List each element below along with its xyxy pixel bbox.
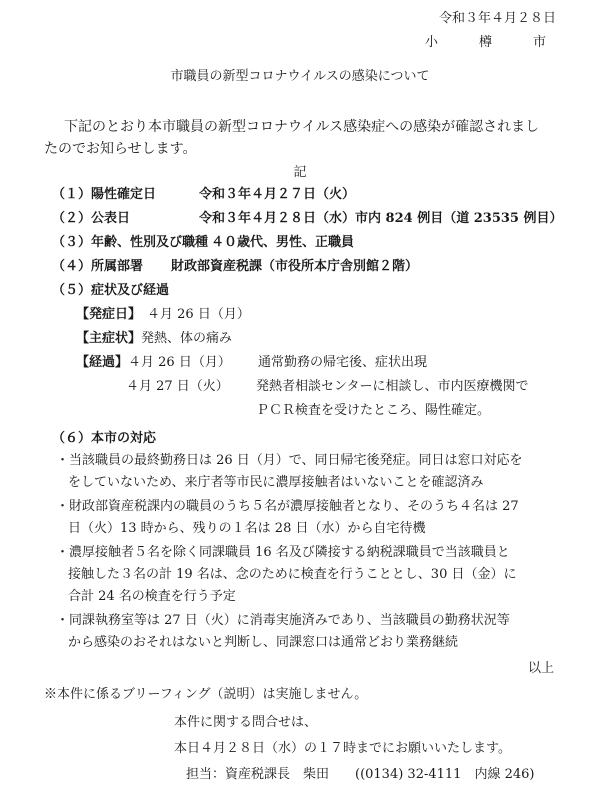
item-6 bbox=[52, 430, 156, 448]
course-text-1: 通常勤務の帰宅後、症状出現 bbox=[258, 355, 428, 370]
course-date-2: ４月 27 日（火） bbox=[126, 379, 229, 394]
item-2 bbox=[52, 210, 562, 228]
issuer-city bbox=[425, 34, 560, 52]
contact-line-3: 担当：資産税課長 柴田 ((0134) 32-4111 内線 246) bbox=[186, 767, 535, 782]
response-b3-line2: 接触した３名の計 19 名は、念のために検査を行うこととし、30 日（金）に bbox=[68, 567, 517, 582]
issuer-name: 小 樽 市 bbox=[424, 35, 560, 50]
item-1-label: 陽性確定日 bbox=[91, 187, 157, 202]
response-b2-line1: ・財政部資産税課内の職員のうち５名が濃厚接触者となり、そのうち４名は 27 bbox=[56, 499, 519, 514]
response-b1-line1: ・当該職員の最終勤務日は 26 日（月）で、同日帰宅後発症。同日は窓口対応を bbox=[56, 453, 523, 468]
ijo-end-mark: 以上 bbox=[527, 661, 554, 676]
item-3 bbox=[52, 234, 354, 252]
item-5-label: 症状及び経過 bbox=[91, 283, 170, 298]
item-3-num: （３） bbox=[52, 235, 92, 250]
item-6-num: （６） bbox=[52, 431, 92, 446]
main-symptom-row bbox=[76, 330, 232, 348]
course-row-1 bbox=[76, 354, 427, 372]
document-date: 令和３年４月２８日 bbox=[438, 11, 556, 26]
response-b3-line3: 合計 24 名の検査を行う予定 bbox=[68, 589, 236, 604]
item-6-label: 本市の対応 bbox=[91, 431, 157, 446]
response-b4-line2: から感染のおそれはないと判断し、同課窓口は通常どおり業務継続 bbox=[68, 635, 459, 650]
contact-line-1: 本件に関する問合せは、 bbox=[174, 715, 318, 730]
item-4 bbox=[52, 258, 418, 276]
main-symptom-label: 【主症状】 bbox=[76, 331, 142, 346]
course-label: 【経過】 bbox=[76, 355, 129, 370]
course-text-2: 発熱者相談センターに相談し、市内医療機関で bbox=[256, 379, 529, 394]
item-2-value: 令和３年４月２８日（水）市内 824 例目（道 23535 例目） bbox=[199, 211, 563, 226]
onset-label: 【発症日】 bbox=[76, 307, 142, 322]
item-3-value: ４０歳代、男性、正職員 bbox=[211, 235, 355, 250]
course-date-1: ４月 26 日（月） bbox=[128, 355, 231, 370]
intro-line-2: たのでお知らせします。 bbox=[44, 141, 197, 157]
intro-line-1: 下記のとおり本市職員の新型コロナウイルス感染症への感染が確認されまし bbox=[64, 119, 540, 135]
item-5 bbox=[52, 282, 169, 300]
item-1 bbox=[52, 186, 355, 204]
item-5-num: （５） bbox=[52, 283, 92, 298]
course-row-3: ＰＣＲ検査を受けたところ、陽性確定。 bbox=[256, 403, 491, 418]
item-3-label: 年齢、性別及び職種 bbox=[91, 235, 209, 250]
item-1-value: 令和３年４月２７日（火） bbox=[199, 187, 356, 202]
briefing-note: ※本件に係るブリーフィング（説明）は実施しません。 bbox=[44, 687, 368, 702]
response-b1-line2: をしていないため、来庁者等市民に濃厚接触者はいないことを確認済み bbox=[68, 475, 484, 490]
response-b4-line1: ・同課執務室等は 27 日（火）に消毒実施済みであり、当該職員の勤務状況等 bbox=[56, 613, 510, 628]
item-4-value: 財政部資産税課（市役所本庁舎別館２階） bbox=[171, 259, 419, 274]
response-b2-line2: 日（火）13 時から、残りの１名は 28 日（水）から自宅待機 bbox=[68, 521, 426, 536]
main-symptom-value: 発熱、体の痛み bbox=[141, 331, 233, 346]
course-row-2 bbox=[126, 378, 528, 396]
document-title: 市職員の新型コロナウイルスの感染について bbox=[170, 69, 430, 84]
response-b3-line1: ・濃厚接触者５名を除く同課職員 16 名及び隣接する納税課職員で当該職員と bbox=[56, 545, 510, 560]
item-4-num: （４） bbox=[52, 259, 92, 274]
item-4-label: 所属部署 bbox=[91, 259, 144, 274]
item-2-num: （２） bbox=[52, 211, 92, 226]
contact-line-2: 本日４月２８日（水）の１７時までにお願いいたします。 bbox=[174, 741, 511, 756]
onset-value: ４月 26 日（月） bbox=[147, 307, 250, 322]
onset-row bbox=[76, 306, 250, 324]
ki-heading: 記 bbox=[293, 165, 307, 180]
item-1-num: （１） bbox=[52, 187, 92, 202]
item-2-label: 公表日 bbox=[91, 211, 131, 226]
